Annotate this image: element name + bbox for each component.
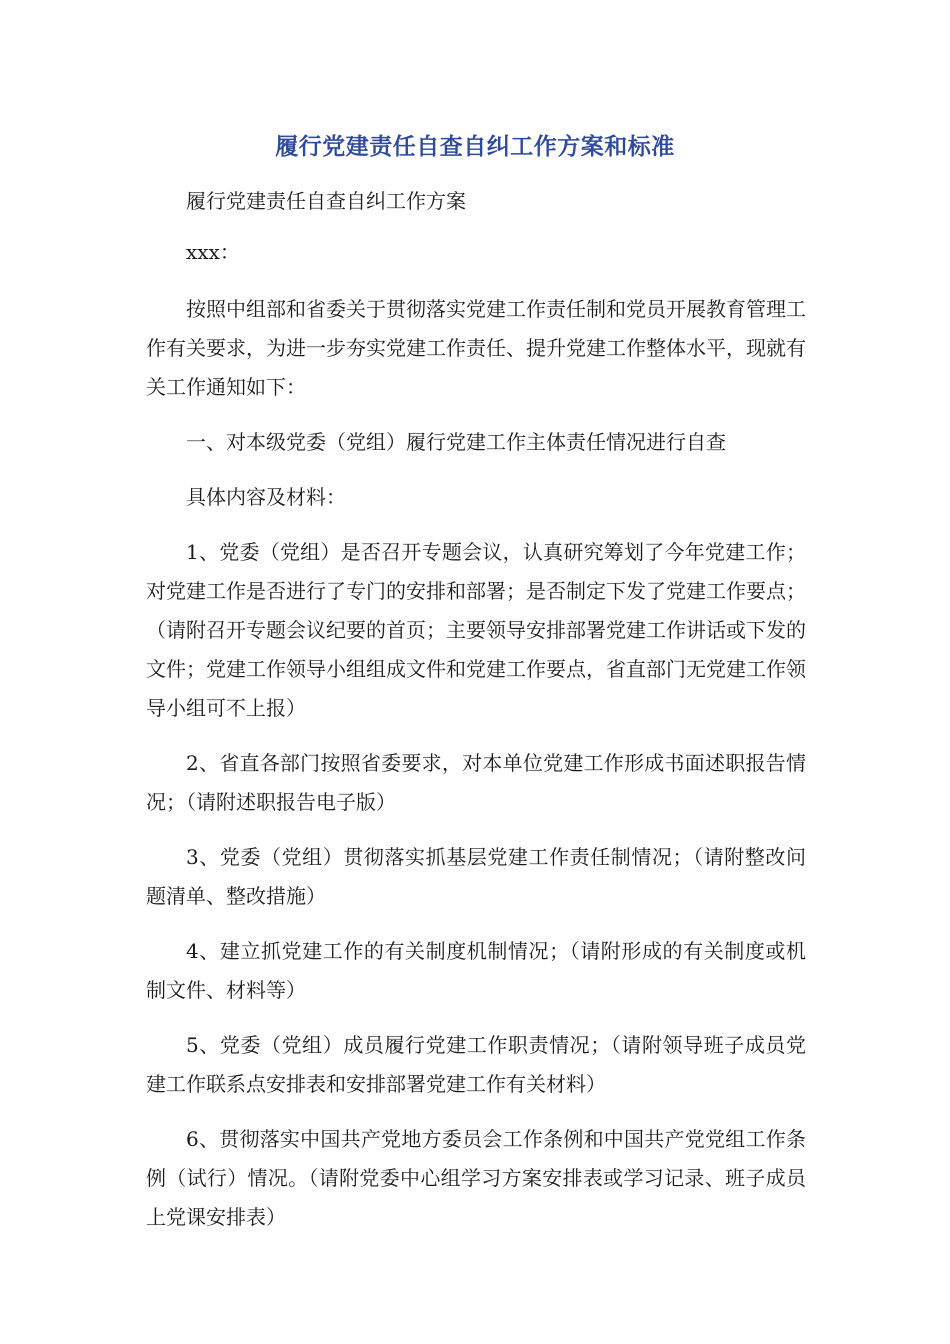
paragraph-intro: 按照中组部和省委关于贯彻落实党建工作责任制和党员开展教育管理工作有关要求，为进一步夯实党建工作责任、提升党建工作整体水平，现就有关工作通知如下： xyxy=(146,297,806,399)
paragraph-item-6: 6、贯彻落实中国共产党地方委员会工作条例和中国共产党党组工作条例（试行）情况。（请附党委中心组学习方案安排表或学习记录、班子成员上党课安排表） xyxy=(146,1127,806,1229)
paragraph-item-2: 2、省直各部门按照省委要求，对本单位党建工作形成书面述职报告情况；（请附述职报告电子版） xyxy=(146,751,806,814)
paragraph-addressee: xxx： xyxy=(186,240,240,264)
paragraph-section-1-heading: 一、对本级党委（党组）履行党建工作主体责任情况进行自查 xyxy=(186,430,726,454)
document-body xyxy=(146,182,806,1237)
paragraph-subtitle: 履行党建责任自查自纠工作方案 xyxy=(186,189,466,213)
paragraph-item-1: 1、党委（党组）是否召开专题会议，认真研究筹划了今年党建工作；对党建工作是否进行了专门的安排和部署；是否制定下发了党建工作要点；（请附召开专题会议纪要的首页；主要领导安排部署党建工作讲话或下发的文件；党建工作领导小组组成文件和党建工作要点，省直部门无党建工作领导小组可不上报） xyxy=(146,540,806,720)
paragraph-item-3: 3、党委（党组）贯彻落实抓基层党建工作责任制情况；（请附整改问题清单、整改措施） xyxy=(146,845,806,908)
paragraph-item-5: 5、党委（党组）成员履行党建工作职责情况；（请附领导班子成员党建工作联系点安排表和安排部署党建工作有关材料） xyxy=(146,1033,806,1096)
paragraph-item-4: 4、建立抓党建工作的有关制度机制情况；（请附形成的有关制度或机制文件、材料等） xyxy=(146,939,806,1002)
paragraph-content-materials: 具体内容及材料： xyxy=(186,485,346,509)
document-title: 履行党建责任自查自纠工作方案和标准 xyxy=(275,134,675,160)
